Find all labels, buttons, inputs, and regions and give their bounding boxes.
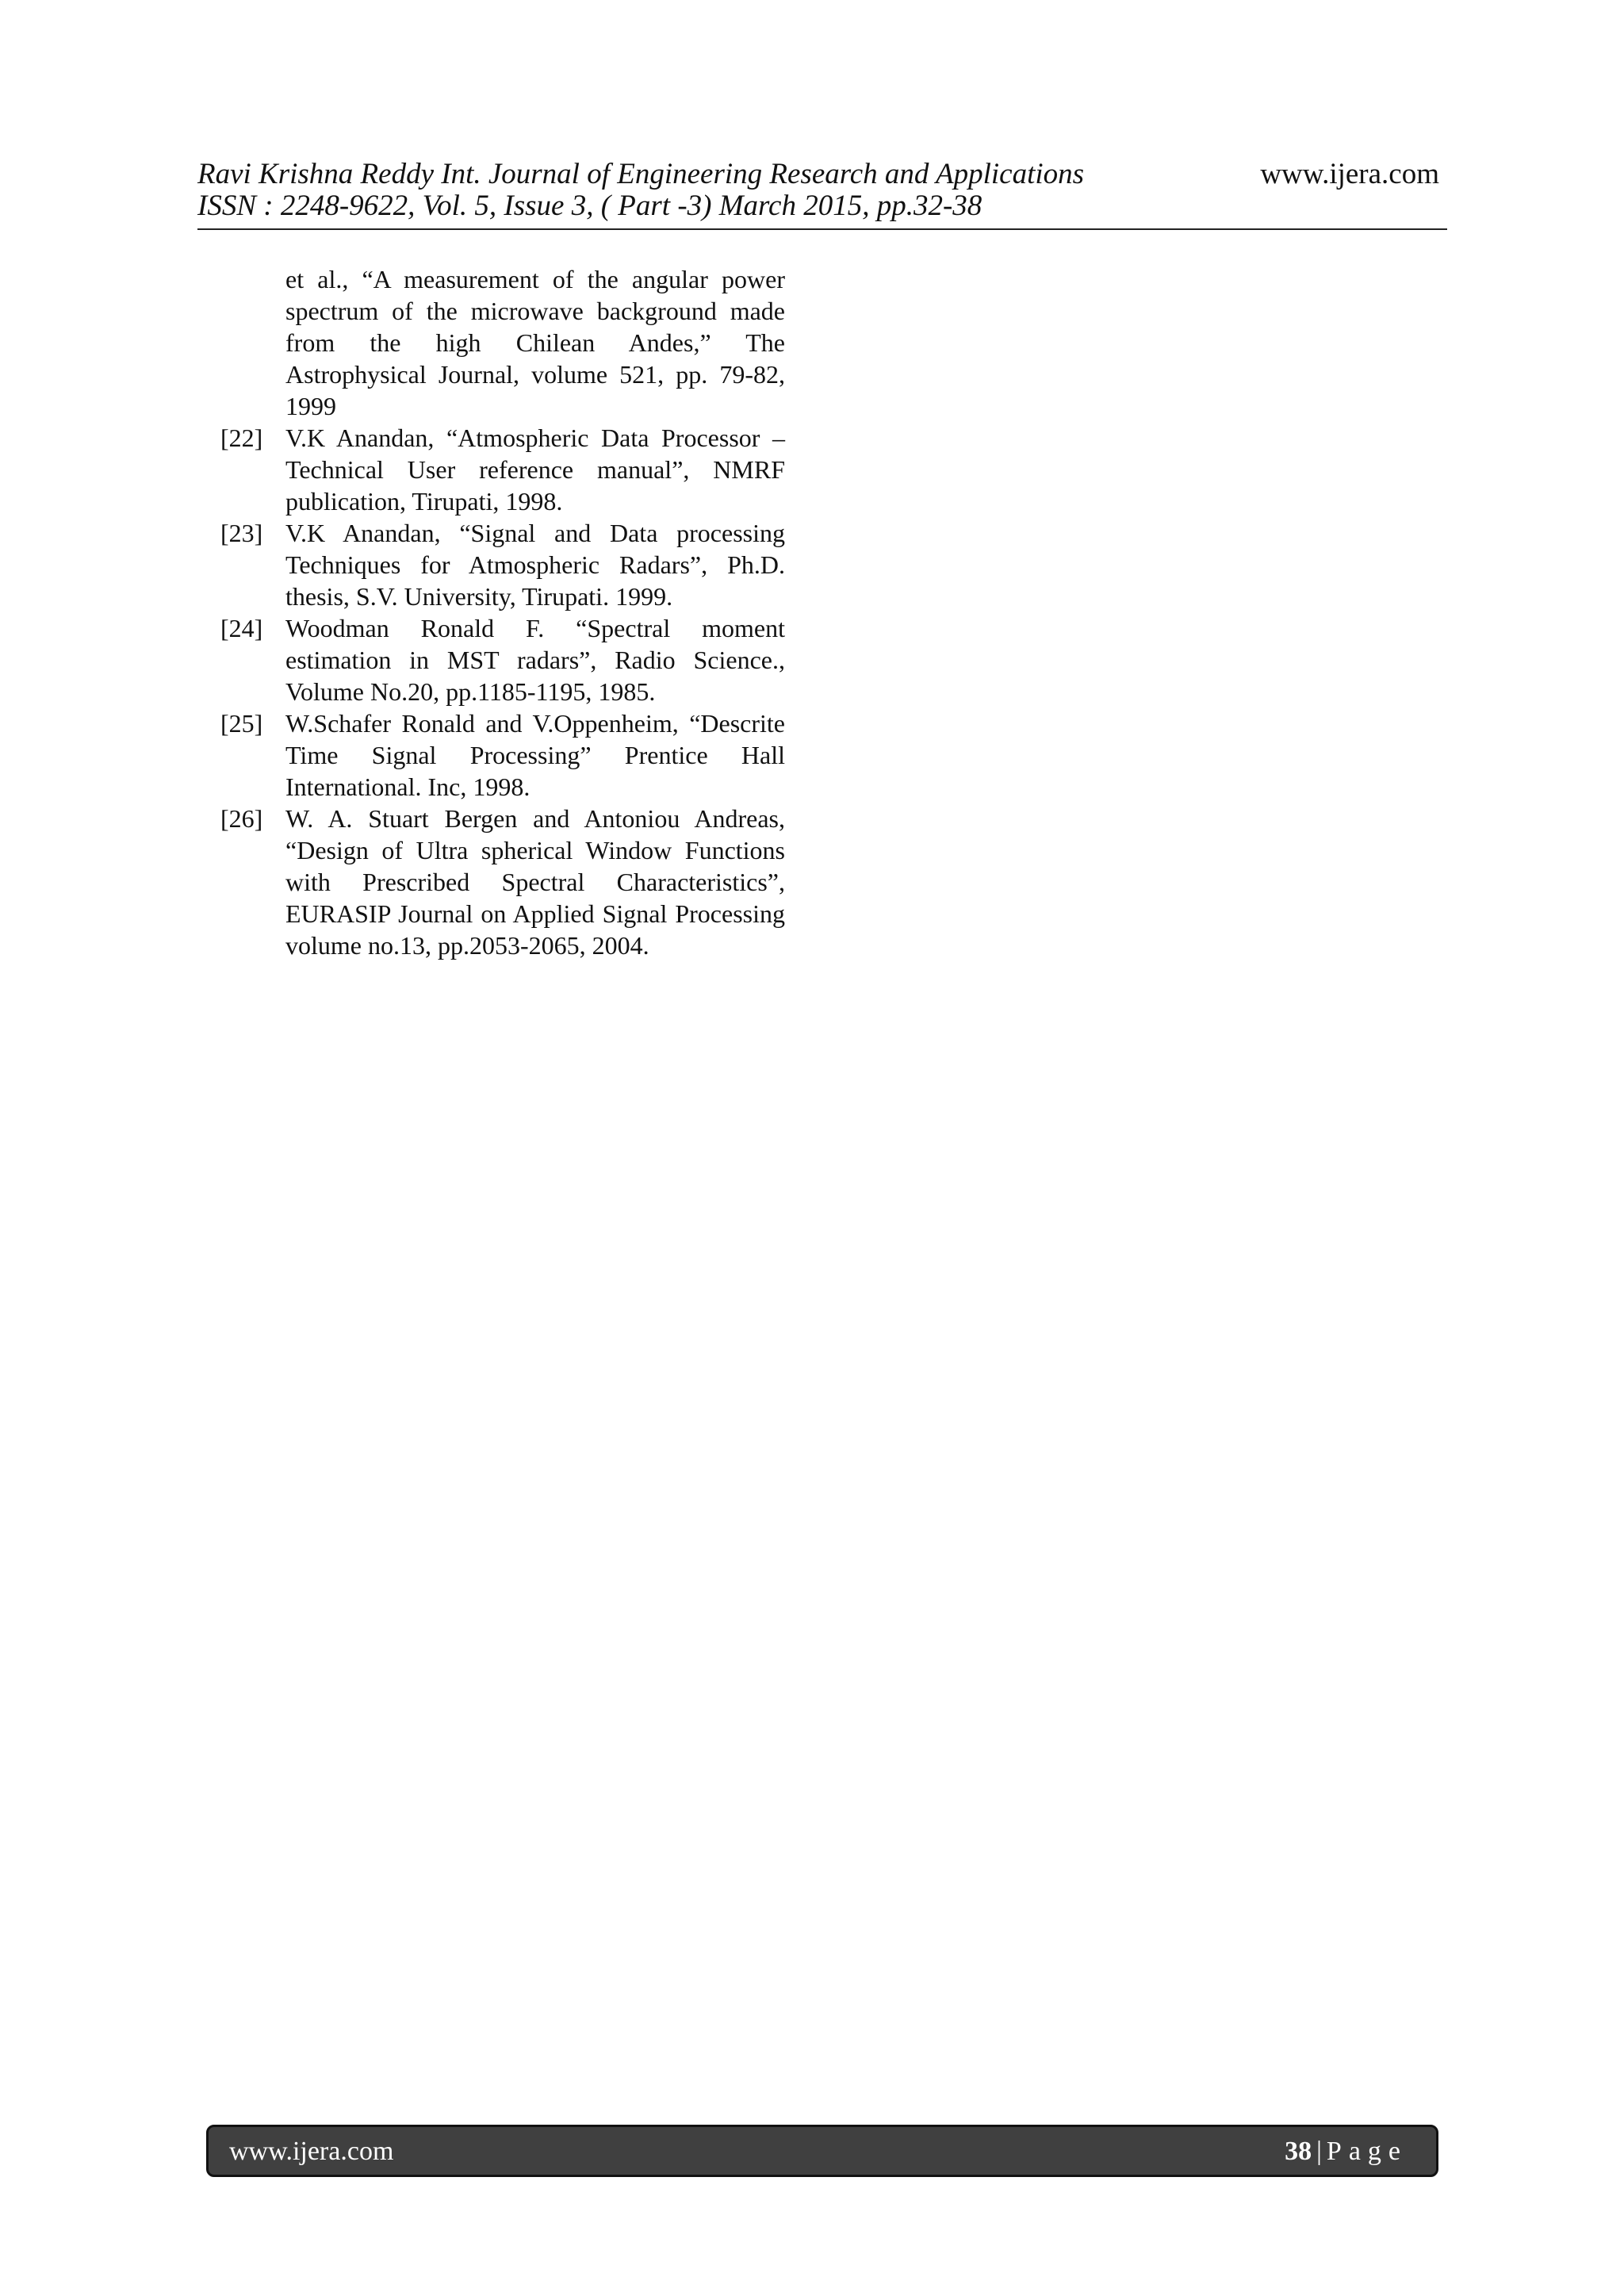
page-separator: | — [1316, 2137, 1322, 2166]
reference-list — [220, 263, 785, 961]
reference-number: [23] — [220, 519, 263, 547]
reference-item-23 — [220, 517, 785, 612]
reference-number: [24] — [220, 614, 263, 642]
reference-text: V.K Anandan, “Atmospheric Data Processor – Technical User reference manual”, NMRF publication, Tirupati, 1998. — [285, 424, 785, 516]
page-indicator — [1285, 2137, 1408, 2166]
footer-website-link[interactable]: www.ijera.com — [229, 2137, 394, 2166]
reference-item-24 — [220, 612, 785, 707]
page-footer — [206, 2125, 1438, 2177]
reference-text: V.K Anandan, “Signal and Data processing Techniques for Atmospheric Radars”, Ph.D. thesis, S.V. University, Tirupati. 1999. — [285, 519, 785, 611]
issn-issue-line: ISSN : 2248-9622, Vol. 5, Issue 3, ( Part -3) March 2015, pp.32-38 — [197, 190, 982, 222]
reference-item-continued — [220, 263, 785, 422]
reference-item-22 — [220, 422, 785, 517]
reference-text: W.Schafer Ronald and V.Oppenheim, “Descrite Time Signal Processing” Prentice Hall International. Inc, 1998. — [285, 709, 785, 801]
reference-item-25 — [220, 707, 785, 803]
page-label: Page — [1326, 2137, 1408, 2166]
reference-item-26 — [220, 803, 785, 961]
reference-text: et al., “A measurement of the angular power spectrum of the microwave background made from the high Chilean Andes,” The Astrophysical Journal, volume 521, pp. 79-82, 1999 — [285, 265, 785, 420]
reference-number: [25] — [220, 709, 263, 738]
reference-text: Woodman Ronald F. “Spectral moment estimation in MST radars”, Radio Science., Volume No.20, pp.1185-1195, 1985. — [285, 614, 785, 706]
reference-number: [26] — [220, 804, 263, 833]
header-website-link[interactable]: www.ijera.com — [1260, 158, 1439, 190]
reference-number: [22] — [220, 424, 263, 452]
page-number: 38 — [1285, 2137, 1312, 2166]
reference-text: W. A. Stuart Bergen and Antoniou Andreas, “Design of Ultra spherical Window Functions with Prescribed Spectral Characteristics”, EURASIP Journal on Applied Signal Processing volume no.13, pp.2053-2065, 2004. — [285, 804, 785, 960]
journal-title: Ravi Krishna Reddy Int. Journal of Engineering Research and Applications — [197, 158, 1085, 190]
running-header — [197, 154, 1447, 230]
